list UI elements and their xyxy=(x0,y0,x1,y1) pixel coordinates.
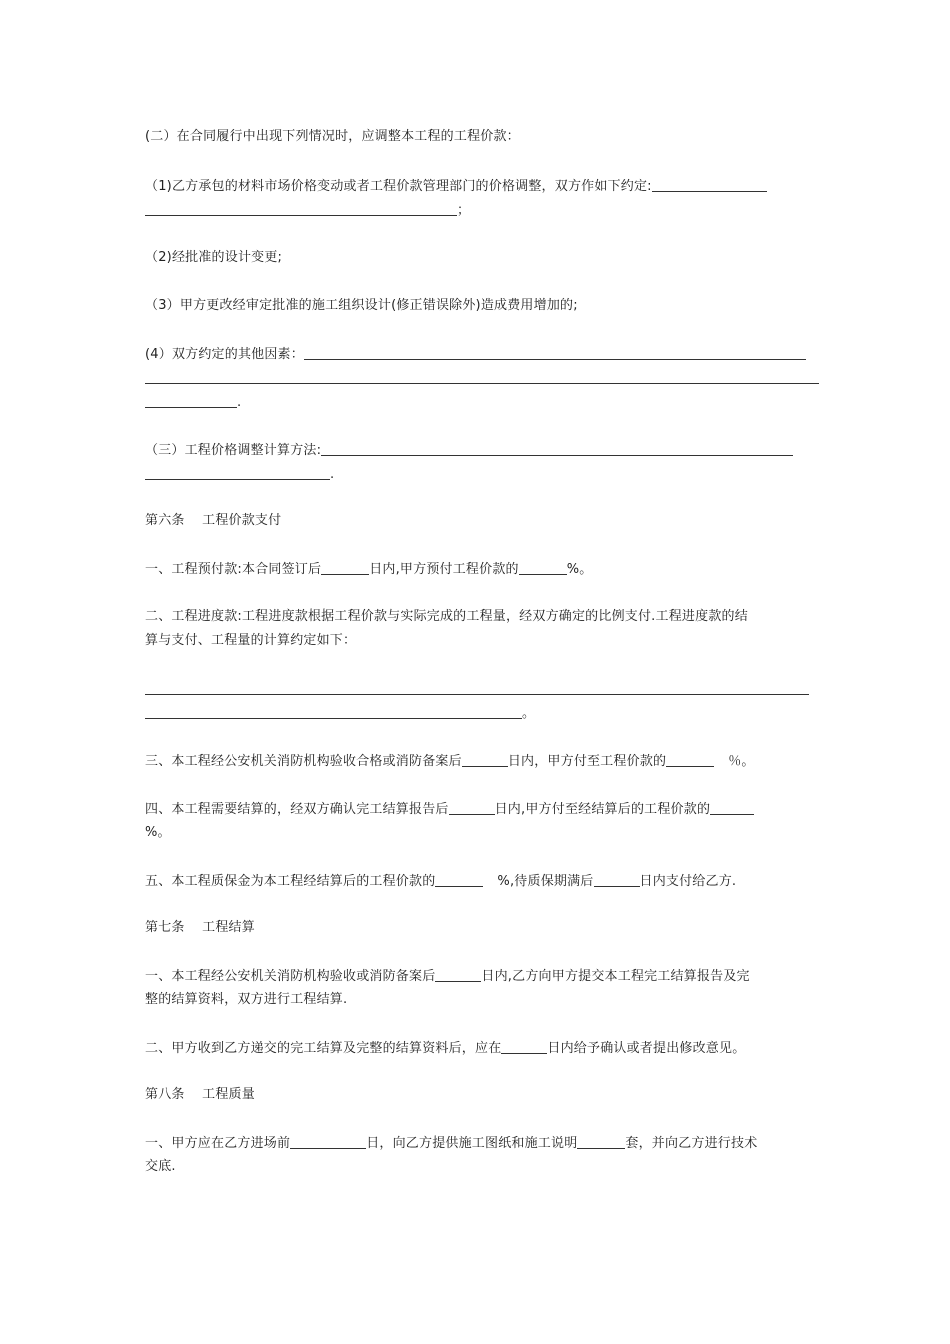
blank-field xyxy=(145,704,522,719)
item-4-line-2 xyxy=(145,369,819,388)
article-7-clause-1-line-1: 一、本工程经公安机关消防机构验收或消防备案后 日内,乙方向甲方提交本工程完工结算报告及完 xyxy=(145,969,750,984)
item-1-line-2: ； xyxy=(145,201,470,220)
article-7-clause-1-line-2: 整的结算资料，双方进行工程结算. xyxy=(145,992,348,1007)
blank-field xyxy=(501,1039,547,1054)
blank-field xyxy=(145,393,237,408)
blank-field xyxy=(145,201,457,216)
blank-field xyxy=(449,800,495,815)
blank-field xyxy=(321,441,793,456)
article-6-clause-4-line-1: 四、本工程需要结算的，经双方确认完工结算报告后 日内,甲方付至经结算后的工程价款的 xyxy=(145,800,754,819)
blank-field xyxy=(519,560,567,575)
blank-field xyxy=(290,1134,366,1149)
item-4-line-1: (4）双方约定的其他因素： xyxy=(145,345,806,364)
blank-field xyxy=(710,800,754,815)
article-6-clause-1: 一、工程预付款:本合同签订后 日内,甲方预付工程价款的 %。 xyxy=(145,562,593,577)
article-8-clause-1-line-2: 交底. xyxy=(145,1159,176,1174)
item-1-line-1: （1)乙方承包的材料市场价格变动或者工程价款管理部门的价格调整，双方作如下约定: xyxy=(145,177,767,196)
blank-field xyxy=(462,752,508,767)
article-8-clause-1-line-1: 一、甲方应在乙方进场前 日，向乙方提供施工图纸和施工说明 套，并向乙方进行技术 xyxy=(145,1136,758,1151)
article-6-clause-2-line-2: 算与支付、工程量的计算约定如下： xyxy=(145,633,357,648)
blank-field xyxy=(652,177,767,192)
blank-field xyxy=(594,872,640,887)
article-7-title: 第七条 工程结算 xyxy=(145,920,255,935)
article-6-clause-5: 五、本工程质保金为本工程经结算后的工程价款的 %,待质保期满后 日内支付给乙方. xyxy=(145,874,737,889)
article-6-clause-2-line-4: 。 xyxy=(145,704,535,723)
blank-field xyxy=(666,752,714,767)
item-4-line-3: . xyxy=(145,393,241,412)
blank-field xyxy=(145,465,330,480)
blank-field xyxy=(321,560,369,575)
section-3-line-2: . xyxy=(145,465,334,484)
article-6-title: 第六条 工程价款支付 xyxy=(145,513,282,528)
blank-field xyxy=(435,967,481,982)
section-2-heading: (二）在合同履行中出现下列情况时，应调整本工程的工程价款： xyxy=(145,129,520,144)
article-6-clause-3: 三、本工程经公安机关消防机构验收合格或消防备案后 日内，甲方付至工程价款的 ％。 xyxy=(145,754,755,769)
blank-field xyxy=(304,345,806,360)
article-6-clause-2-line-3 xyxy=(145,680,809,699)
article-8-title: 第八条 工程质量 xyxy=(145,1087,255,1102)
section-3-line-1: （三）工程价格调整计算方法: xyxy=(145,441,793,460)
article-6-clause-4-line-2: %。 xyxy=(145,825,171,840)
article-6-clause-2-line-1: 二、工程进度款:工程进度款根据工程价款与实际完成的工程量，经双方确定的比例支付.工程进度款的结 xyxy=(145,609,748,624)
item-3: （3）甲方更改经审定批准的施工组织设计(修正错误除外)造成费用增加的; xyxy=(145,298,578,313)
blank-field xyxy=(435,872,483,887)
blank-field xyxy=(577,1134,625,1149)
article-7-clause-2: 二、甲方收到乙方递交的完工结算及完整的结算资料后，应在 日内给予确认或者提出修改意见。 xyxy=(145,1041,746,1056)
item-2: （2)经批准的设计变更; xyxy=(145,250,283,265)
blank-field xyxy=(145,680,809,695)
blank-field xyxy=(145,369,819,384)
